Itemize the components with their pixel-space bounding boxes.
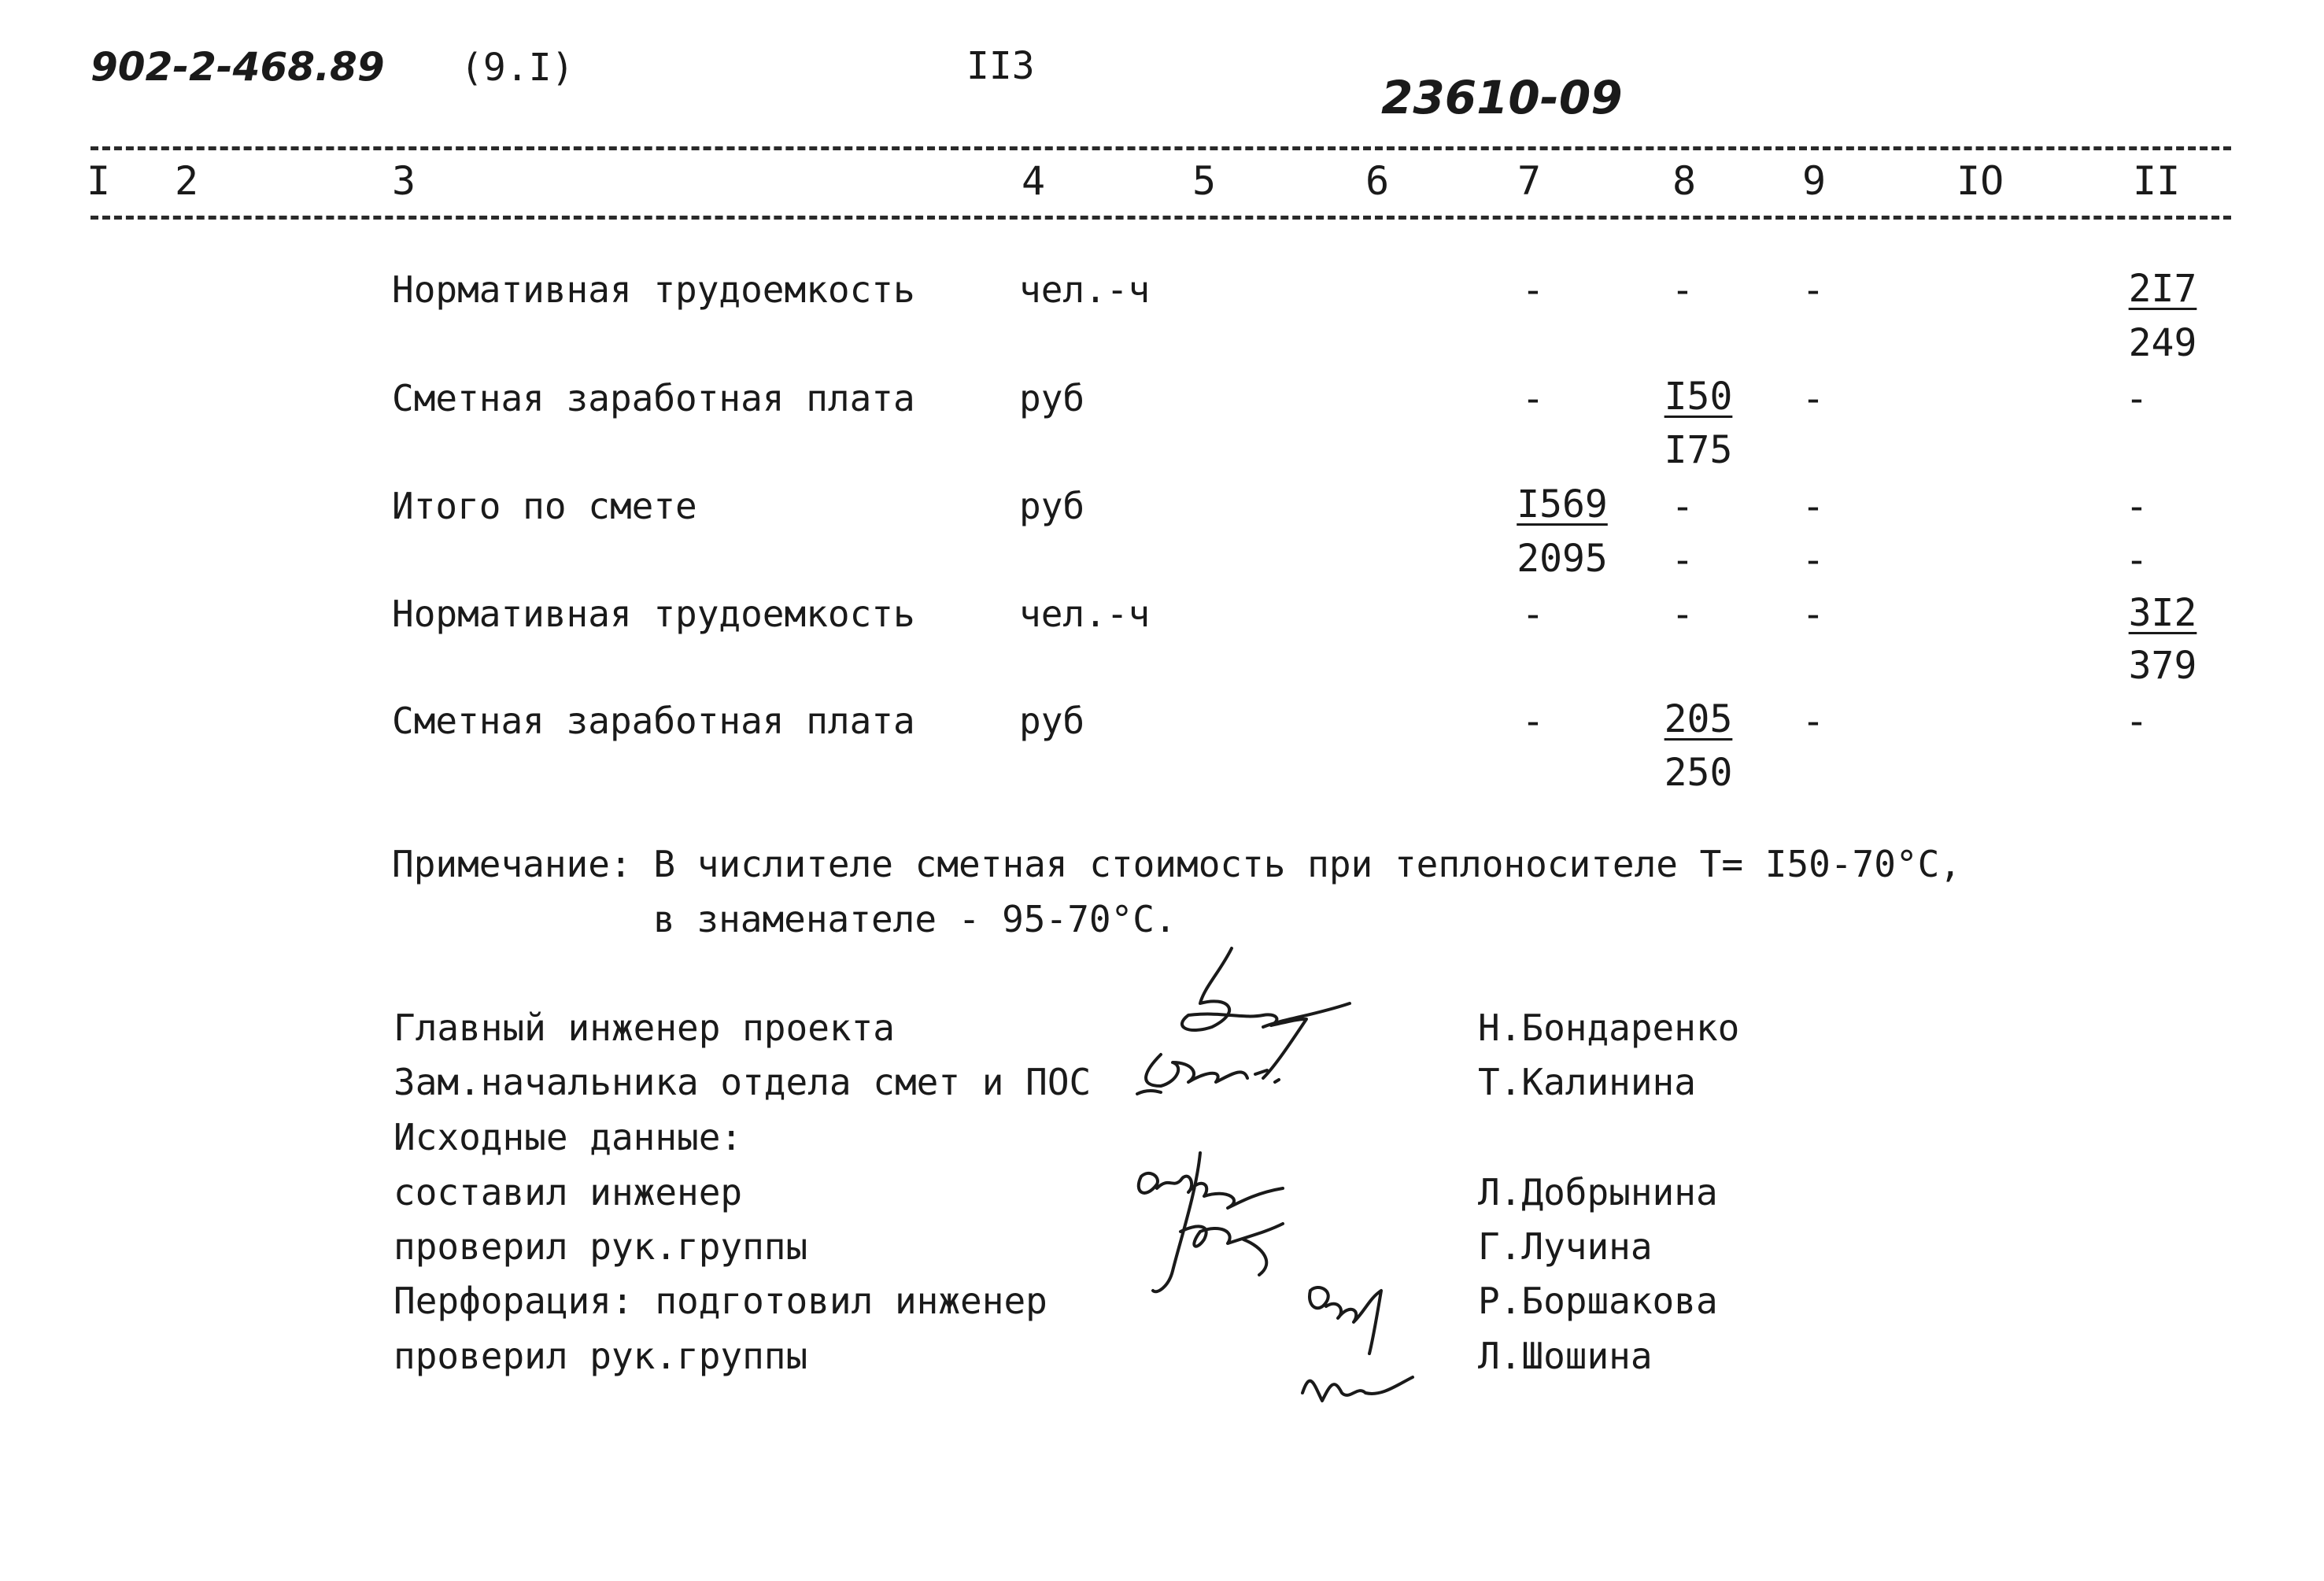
row-unit: руб [1019, 700, 1085, 742]
column-number: IO [1956, 158, 2004, 204]
cell-col7: - [1521, 268, 1545, 312]
note-line-1: Примечание: В числителе сметная стоимость при теплоносителе Т= I50-70°С, [392, 843, 1961, 885]
signature-role: проверил рук.группы [393, 1225, 808, 1268]
signatory-name: Л.Добрынина [1478, 1171, 1718, 1213]
signature-role: Перфорация: подготовил инженер [393, 1280, 1047, 1322]
column-number: II [2133, 158, 2181, 204]
cell-col7: - [1521, 377, 1545, 421]
row-unit: чел.-ч [1019, 268, 1151, 311]
cell-col8: - [1671, 268, 1694, 312]
cell-col7: - [1521, 593, 1545, 637]
cell-col9-second: - [1801, 538, 1825, 582]
cell-col8-numerator: 205 [1664, 697, 1733, 741]
signature-role: провеpил рук.группы [393, 1335, 808, 1377]
cell-col8-numerator: I50 [1664, 375, 1733, 419]
column-number: 4 [1022, 158, 1046, 204]
page-number: II3 [966, 44, 1035, 88]
header-bottom-rule [91, 216, 2231, 220]
cell-col11: - [2125, 377, 2148, 421]
column-number: 8 [1672, 158, 1697, 204]
cell-col11-denominator: 249 [2128, 321, 2197, 365]
handwritten-signature [1129, 1039, 1302, 1102]
row-unit: руб [1019, 377, 1085, 419]
cell-col7-denominator: 2095 [1517, 537, 1608, 581]
handwritten-signature [1295, 1267, 1452, 1424]
cell-col8-second: - [1671, 538, 1694, 582]
row-label: Итого по смете [392, 485, 697, 527]
column-number: I [87, 158, 111, 204]
column-number: 6 [1365, 158, 1390, 204]
signatory-name: Р.Боршакова [1478, 1280, 1718, 1322]
signatory-name: Т.Калинина [1478, 1061, 1696, 1103]
cell-col11-numerator: 3I2 [2128, 591, 2197, 635]
signature-role: Исходные данные: [393, 1116, 743, 1158]
row-unit: чел.-ч [1019, 593, 1151, 635]
cell-col9: - [1801, 593, 1825, 637]
signature-role: Главный инженер проекта [393, 1007, 895, 1049]
row-label: Нормативная трудоемкость [392, 593, 915, 635]
signature-role: составил инженер [393, 1171, 743, 1213]
cell-col11: - [2125, 700, 2148, 744]
cell-col8-denominator: I75 [1664, 428, 1733, 472]
cell-col11-second: - [2125, 538, 2148, 582]
column-number: 9 [1802, 158, 1827, 204]
note-line-2: в знаменателе - 95-70°С. [653, 898, 1177, 940]
cell-col8-denominator: 250 [1664, 751, 1733, 795]
section-number: (9.I) [460, 46, 575, 90]
signature-role: Зам.начальника отдела смет и ПОС [393, 1061, 1092, 1103]
handwritten-signature [1125, 1145, 1322, 1326]
row-unit: руб [1019, 485, 1085, 527]
cell-col11-numerator: 2I7 [2128, 267, 2197, 311]
cell-col9: - [1801, 377, 1825, 421]
signatory-name: Л.Шошина [1478, 1335, 1653, 1377]
signatory-name: Г.Лучина [1478, 1225, 1653, 1268]
cell-col8: - [1671, 593, 1694, 637]
signatory-name: Н.Бондаренко [1478, 1007, 1740, 1049]
column-number: 5 [1192, 158, 1217, 204]
column-number: 3 [392, 158, 416, 204]
row-label: Нормативная трудоемкость [392, 268, 915, 311]
archive-stamp-number: 23610-09 [1381, 71, 1623, 124]
cell-col11: - [2125, 485, 2148, 529]
column-number: 7 [1517, 158, 1542, 204]
document-code: 902-2-468.89 [91, 44, 385, 90]
cell-col9: - [1801, 485, 1825, 529]
header-top-rule [91, 146, 2231, 150]
cell-col11-denominator: 379 [2128, 644, 2197, 688]
cell-col9: - [1801, 700, 1825, 744]
cell-col9: - [1801, 268, 1825, 312]
row-label: Сметная заработная плата [392, 377, 915, 419]
cell-col7: - [1521, 700, 1545, 744]
row-label: Сметная заработная плата [392, 700, 915, 742]
cell-col7-numerator: I569 [1517, 482, 1608, 526]
cell-col8: - [1671, 485, 1694, 529]
column-number: 2 [175, 158, 199, 204]
